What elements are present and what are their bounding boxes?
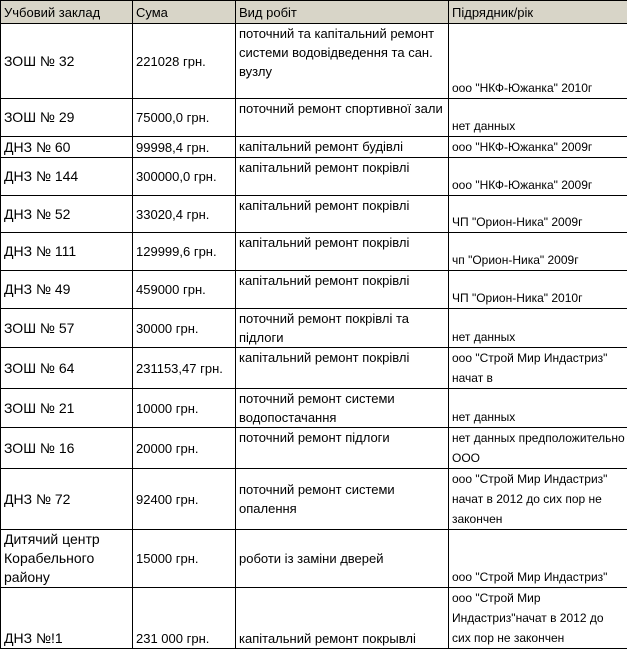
cell-work-type: поточний ремонт спортивної зали — [236, 99, 449, 137]
cell-institution: Дитячий центр Корабельного району — [1, 530, 133, 588]
table-row — [1, 428, 627, 469]
cell-contractor: ЧП "Орион-Ника" 2009г — [449, 196, 627, 233]
table-row — [1, 158, 627, 196]
cell-work-type: капітальний ремонт покрівлі — [236, 271, 449, 309]
cell-sum: 129999,6 грн. — [133, 233, 236, 271]
cell-institution: ДНЗ № 49 — [1, 271, 133, 309]
cell-work-type: капітальний ремонт покрывлі — [236, 588, 449, 649]
cell-sum: 15000 грн. — [133, 530, 236, 588]
table-row — [1, 137, 627, 158]
header-contractor-year: Підрядник/рік — [449, 1, 627, 24]
cell-institution: ДНЗ №!1 — [1, 588, 133, 649]
cell-institution: ЗОШ № 21 — [1, 389, 133, 428]
table-row — [1, 196, 627, 233]
cell-institution: ЗОШ № 32 — [1, 24, 133, 99]
cell-institution: ДНЗ № 111 — [1, 233, 133, 271]
table-row — [1, 233, 627, 271]
cell-work-type: поточний ремонт системи водопостачання — [236, 389, 449, 428]
cell-work-type: поточний ремонт покрівлі та підлоги — [236, 309, 449, 348]
cell-contractor: ооо "НКФ-Южанка" 2010г — [449, 24, 627, 99]
cell-work-type: капітальний ремонт покрівлі — [236, 196, 449, 233]
cell-contractor: ооо "Строй Мир Индастриз" — [449, 530, 627, 588]
cell-institution: ДНЗ № 72 — [1, 469, 133, 530]
cell-contractor: нет данных — [449, 99, 627, 137]
header-sum: Сума — [133, 1, 236, 24]
table-row — [1, 348, 627, 389]
cell-contractor: ооо "Строй Мир Индастриз" начат в — [449, 348, 627, 389]
cell-work-type: капітальний ремонт будівлі — [236, 137, 449, 158]
cell-institution: ЗОШ № 29 — [1, 99, 133, 137]
table-row — [1, 530, 627, 588]
cell-contractor: чп "Орион-Ника" 2009г — [449, 233, 627, 271]
cell-sum: 231153,47 грн. — [133, 348, 236, 389]
cell-institution: ЗОШ № 16 — [1, 428, 133, 469]
table-row — [1, 389, 627, 428]
cell-sum: 459000 грн. — [133, 271, 236, 309]
cell-contractor: ооо "Строй Мир Индастриз"начат в 2012 до сих пор не закончен — [449, 588, 627, 649]
table-row — [1, 588, 627, 649]
cell-contractor: нет данных — [449, 309, 627, 348]
cell-work-type: поточний ремонт підлоги — [236, 428, 449, 469]
cell-work-type: поточний ремонт системи опалення — [236, 469, 449, 530]
cell-sum: 99998,4 грн. — [133, 137, 236, 158]
cell-contractor: ооо "НКФ-Южанка" 2009г — [449, 137, 627, 158]
cell-sum: 300000,0 грн. — [133, 158, 236, 196]
cell-work-type: капітальний ремонт покрівлі — [236, 233, 449, 271]
cell-work-type: роботи із заміни дверей — [236, 530, 449, 588]
cell-institution: ЗОШ № 57 — [1, 309, 133, 348]
cell-institution: ДНЗ № 52 — [1, 196, 133, 233]
cell-contractor: ооо "Строй Мир Индастриз" начат в 2012 до сих пор не закончен — [449, 469, 627, 530]
cell-sum: 221028 грн. — [133, 24, 236, 99]
table-row — [1, 309, 627, 348]
table-row — [1, 24, 627, 99]
cell-sum: 75000,0 грн. — [133, 99, 236, 137]
cell-contractor: ЧП "Орион-Ника" 2010г — [449, 271, 627, 309]
cell-institution: ДНЗ № 144 — [1, 158, 133, 196]
cell-sum: 231 000 грн. — [133, 588, 236, 649]
cell-institution: ЗОШ № 64 — [1, 348, 133, 389]
cell-sum: 33020,4 грн. — [133, 196, 236, 233]
table-row — [1, 469, 627, 530]
cell-contractor: нет данных — [449, 389, 627, 428]
cell-work-type: капітальний ремонт покрівлі — [236, 158, 449, 196]
table-row — [1, 99, 627, 137]
cell-contractor: нет данных предположительно ООО — [449, 428, 627, 469]
table-row — [1, 271, 627, 309]
cell-sum: 30000 грн. — [133, 309, 236, 348]
cell-institution: ДНЗ № 60 — [1, 137, 133, 158]
cell-work-type: поточний та капітальний ремонт системи водовідведення та сан. вузлу — [236, 24, 449, 99]
header-row — [1, 1, 627, 24]
header-work-type: Вид робіт — [236, 1, 449, 24]
cell-sum: 92400 грн. — [133, 469, 236, 530]
header-institution: Учбовий заклад — [1, 1, 133, 24]
cell-contractor: ооо "НКФ-Южанка" 2009г — [449, 158, 627, 196]
cell-work-type: капітальний ремонт покрівлі — [236, 348, 449, 389]
cell-sum: 20000 грн. — [133, 428, 236, 469]
cell-sum: 10000 грн. — [133, 389, 236, 428]
